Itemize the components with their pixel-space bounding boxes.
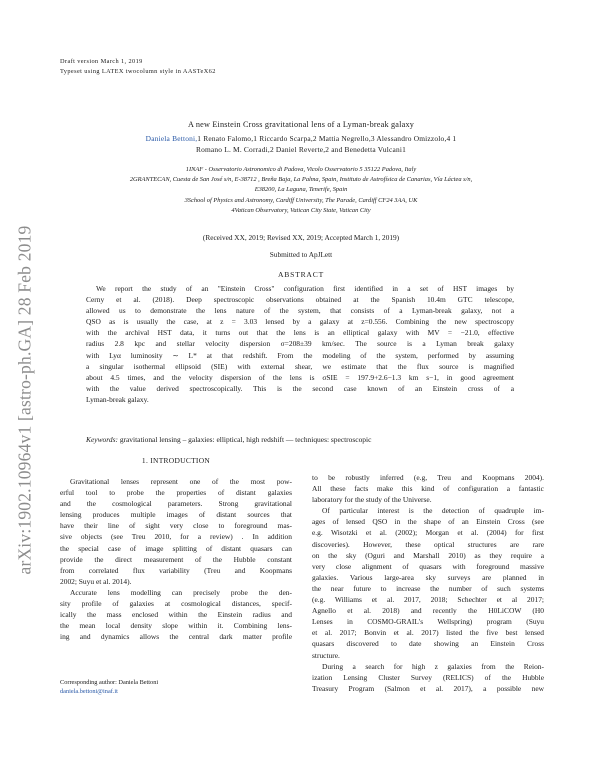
body-line: provide the direct measurement of the Hubble constant	[60, 554, 292, 564]
abstract-line: QSO as is usually the case, at z = 3.03 lensed by a galaxy at z=0.556. Combining the new spectroscopy	[86, 317, 514, 327]
body-line: Lenses in COSMO-GRAIL's Wellspring) program (Suyu	[312, 617, 544, 627]
keywords-label: Keywords:	[86, 435, 118, 444]
body-line: and the cosmological parameters. Strong gravitational	[60, 499, 292, 509]
abstract-line: Lyman-break galaxy.	[86, 394, 149, 404]
body-line: the special case of image splitting of distant quasars can	[60, 543, 292, 553]
paper-title: A new Einstein Cross gravitational lens of a Lyman-break galaxy	[187, 120, 415, 129]
body-line: on the sky (Oguri and Marshall 2010) as they require a	[312, 550, 544, 560]
body-line: sive objects (see Treu 2010, for a review) . In addition	[60, 532, 292, 542]
received-dates: (Received XX, 2019; Revised XX, 2019; Accepted March 1, 2019)	[202, 233, 400, 242]
section-heading-introduction: 1. INTRODUCTION	[141, 456, 211, 465]
abstract-line: about 4.5 times, and the velocity dispersion of the lens is σSIE = 197.9+2.6−1.3 km s−1, in good agreement	[86, 372, 514, 382]
abstract-heading: ABSTRACT	[277, 270, 325, 279]
preprint-header	[60, 57, 216, 77]
abstract-line: with the archival HST data, it turns out that the lens is an elliptical galaxy with MV = −21.0, effective	[86, 328, 514, 338]
body-line: laboratory for the study of the Universe.	[312, 495, 432, 505]
abstract-line: We report the study of an "Einstein Cross" configuration first identified in a set of HST images by	[96, 284, 514, 293]
body-line: All these facts make this kind of configuration a fantastic	[312, 484, 544, 494]
body-line: to be robustly inferred (e.g, Treu and Koopmans 2004).	[312, 473, 544, 482]
authors-line-2: Romano L. M. Corradi,2 Daniel Reverte,2 and Benedetta Vulcani1	[195, 144, 407, 154]
author-list	[66, 134, 536, 155]
corresponding-email-link[interactable]: daniela.bettoni@inaf.it	[60, 688, 118, 695]
lead-author-link[interactable]: Daniela Bettoni,	[145, 134, 198, 143]
body-line: ing and dynamics allows the central dark matter profile	[60, 632, 292, 642]
body-line: erful tool to probe the properties of distant galaxies	[60, 488, 292, 498]
body-line: During a search for high z galaxies from the Reion-	[322, 661, 544, 671]
body-line: very close alignment of quasars with foreground massive	[312, 561, 544, 571]
left-column	[60, 476, 292, 642]
body-line: 2002; Suyu et al. 2014).	[60, 576, 132, 586]
affiliation-3: 3School of Physics and Astronomy, Cardiff University, The Parade, Cardiff CF24 3AA, UK	[184, 196, 418, 204]
authors-line-1: 1 Renato Falomo,1 Riccardo Scarpa,2 Mattia Negrello,3 Alessandro Omizzolo,4 1	[197, 134, 457, 143]
body-line: the mean local density slope within it. Combining lens-	[60, 621, 292, 631]
keywords	[86, 435, 526, 444]
abstract-line: with Lyα luminosity ∼ L* at that redshift. From the modeling of the system, performed by assuming	[86, 350, 514, 360]
affiliation-1: 1INAF - Osservatorio Astronomico di Padova, Vicolo Osservatorio 5 35122 Padova, Italy	[185, 166, 417, 173]
body-line: have their line of sight very close to foreground mas-	[60, 521, 292, 531]
body-line: galaxies. Various large-area sky surveys are planned in	[312, 572, 544, 582]
body-line: et al. 2017; Bonvin et al. 2017) listed the five best lensed	[312, 628, 544, 638]
abstract-line: radius 2.8 kpc and stellar velocity dispersion σ=208±39 km/sec. The source is a Lyman break galaxy	[86, 339, 514, 349]
typeset-note: Typeset using LATEX twocolumn style in AASTeX62	[60, 68, 216, 75]
body-line: Gravitational lenses represent one of the most pow-	[70, 477, 292, 486]
abstract-line: allowed us to demonstrate the lens nature of the system, that consists of a Lyman-break galaxy, not a	[86, 306, 514, 316]
body-line: discoveries). However, these optical structures are rare	[312, 539, 544, 549]
submitted-to: Submitted to ApJLett	[269, 250, 333, 259]
body-line: Treasury Program (Salmon et al. 2017), a possible new	[312, 683, 544, 693]
body-line: ages of lensed QSO in the shape of an Einstein Cross (see	[312, 517, 544, 527]
body-line: quasars discovered to date showing an Einstein Cross	[312, 639, 544, 649]
affiliation-2: 2GRANTECAN, Cuesta de San José s/n, E-38712 , Breña Baja, La Palma, Spain, Instituto de Astrofísica de Canarias, Vía Láctea s/n,	[129, 176, 473, 184]
abstract-line: a singular isothermal ellipsoid (SIE) with external shear, we estimate that the flux source is magnified	[86, 361, 514, 371]
body-line: Agnello et al. 2018) and recently the H0LiCOW (H0	[312, 606, 544, 616]
right-column	[312, 472, 544, 694]
body-line: ically the mass enclosed within the Einstein radius and	[60, 610, 292, 620]
body-line: from correlated flux variability (Treu and Koopmans	[60, 565, 292, 575]
abstract-body	[86, 283, 514, 405]
keywords-text: gravitational lensing – galaxies: elliptical, high redshift — techniques: spectroscopic	[117, 435, 372, 444]
body-line: e.g. Wisotzki et al. (2002); Morgan et al. (2004) for first	[312, 528, 544, 538]
body-line: structure.	[312, 650, 340, 660]
arxiv-stamp-text: arXiv:1902.10964v1 [astro-ph.GA] 28 Feb 2019	[14, 225, 35, 575]
arxiv-stamp	[10, 150, 40, 650]
affiliation-2-cont: E38200, La Laguna, Tenerife, Spain	[254, 186, 348, 194]
body-line: the near future to increase the number of such systems	[312, 583, 544, 593]
body-line: sity profile of galaxies at cosmological distances, specif-	[60, 599, 292, 609]
affiliation-4: 4Vatican Observatory, Vatican City State, Vatican City	[231, 206, 371, 214]
body-line: (e.g. Williams et al. 2017, 2018; Schechter et al 2017;	[312, 595, 544, 605]
body-line: Of particular interest is the detection of quadruple im-	[322, 506, 544, 516]
body-line: Accurate lens modelling can precisely probe the den-	[70, 587, 292, 597]
body-line: lensing produces multiple images of distant sources that	[60, 510, 292, 520]
affiliations	[60, 165, 542, 216]
draft-version: Draft version March 1, 2019	[60, 58, 143, 65]
abstract-line: with the value derived spectroscopically. This is the second case known of an Einstein cross of a	[86, 383, 514, 393]
corresponding-author	[60, 678, 158, 696]
corresponding-label: Corresponding author: Daniela Bettoni	[60, 679, 159, 686]
abstract-line: Cerny et al. (2018). Deep spectroscopic observations obtained at the Spanish 10.4m GTC telescope,	[86, 295, 514, 305]
body-line: ization Lensing Cluster Survey (RELICS) of the Hubble	[312, 672, 544, 682]
